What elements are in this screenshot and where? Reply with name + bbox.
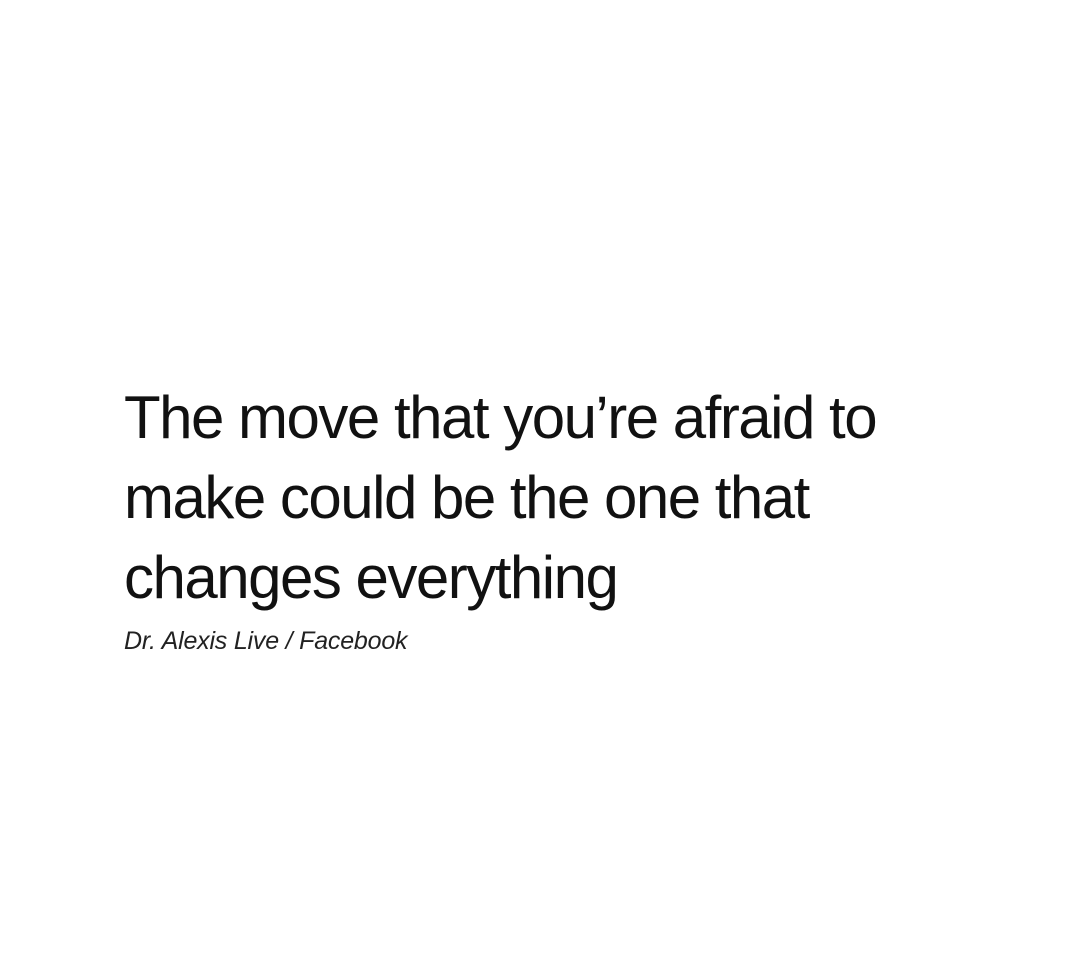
quote-line-3: changes everything xyxy=(124,544,618,611)
quote-attribution: Dr. Alexis Live / Facebook xyxy=(124,627,408,655)
quote-block xyxy=(124,378,1024,658)
quote-line-2: make could be the one that xyxy=(124,464,809,531)
quote-line-1: The move that you’re afraid to xyxy=(124,384,877,451)
